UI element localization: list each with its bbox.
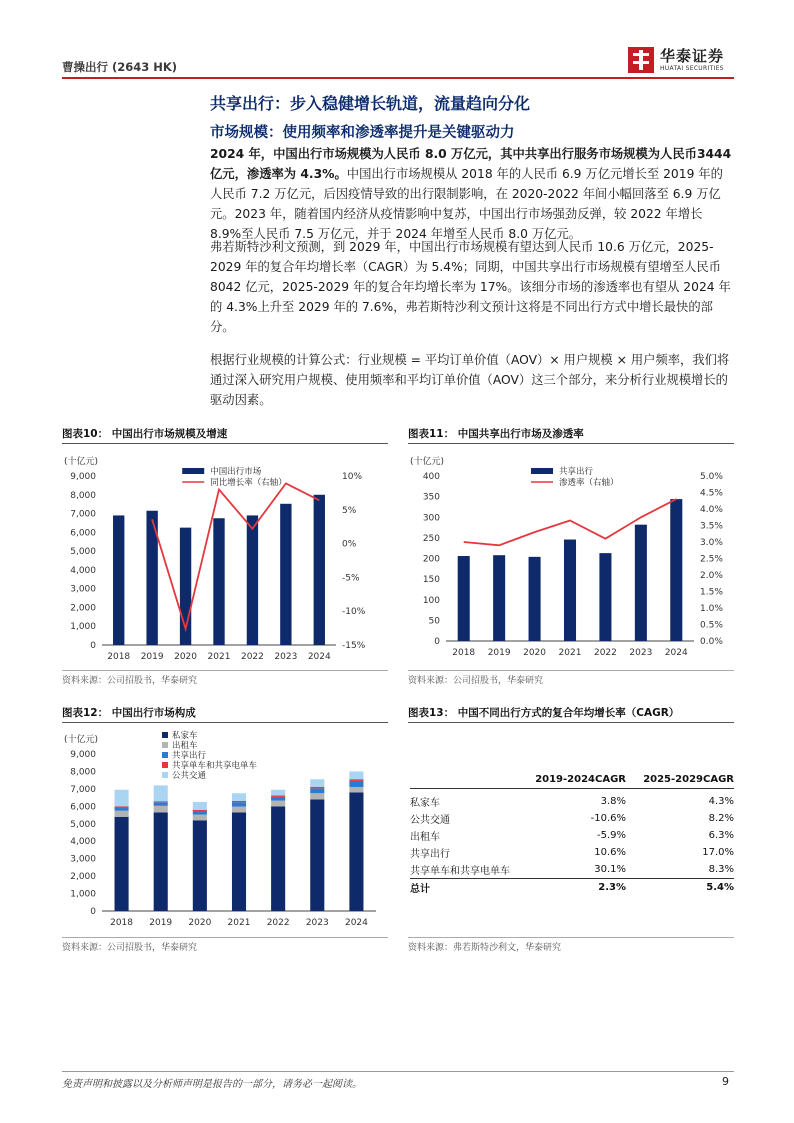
y2-tick-label: -5% bbox=[342, 573, 360, 584]
legend-line-label: 同比增长率（右轴） bbox=[210, 478, 287, 488]
x-tick-label: 2021 bbox=[558, 648, 582, 658]
x-tick-label: 2023 bbox=[305, 918, 329, 928]
legend-label: 公共交通 bbox=[172, 771, 207, 781]
y-axis-unit: (十亿元) bbox=[64, 457, 99, 467]
table-cell: 私家车 bbox=[410, 798, 440, 809]
bar-2024 bbox=[670, 499, 682, 641]
table-cell: 公共交通 bbox=[410, 815, 450, 826]
x-tick-label: 2022 bbox=[266, 918, 290, 928]
x-tick-label: 2020 bbox=[174, 652, 198, 662]
x-tick-label: 2022 bbox=[240, 652, 264, 662]
y-tick-label: 0 bbox=[90, 641, 96, 651]
y2-tick-label: 4.5% bbox=[700, 488, 723, 499]
section-subtitle: 市场规模：使用频率和渗透率提升是关键驱动力 bbox=[210, 125, 515, 141]
stack-seg-2020-4 bbox=[193, 802, 207, 810]
paragraph-1-bold: 2024 年，中国出行市场规模为人民币 8.0 万亿元，其中共享出行服务市场规模为人民币3444 亿元，渗透率为 4.3%。 bbox=[210, 147, 732, 181]
y-tick-label: 3,000 bbox=[70, 854, 96, 865]
table-cell: 4.3% bbox=[708, 796, 734, 807]
table-row bbox=[410, 827, 734, 844]
y2-tick-label: 1.0% bbox=[700, 604, 723, 614]
y-tick-label: 2,000 bbox=[70, 872, 96, 883]
x-tick-label: 2021 bbox=[227, 918, 251, 928]
legend-label: 私家车 bbox=[172, 731, 198, 741]
fig12-chart bbox=[62, 726, 388, 934]
y2-tick-label: 5.0% bbox=[700, 472, 723, 482]
stack-seg-2023-3 bbox=[310, 787, 324, 789]
stack-seg-2024-2 bbox=[349, 781, 363, 787]
footer-disclaimer: 免责声明和披露以及分析师声明是报告的一部分，请务必一起阅读。 bbox=[62, 1079, 362, 1090]
y-tick-label: 9,000 bbox=[70, 472, 96, 482]
logo-text-en: HUATAI SECURITIES bbox=[660, 65, 724, 72]
stack-seg-2018-0 bbox=[115, 817, 129, 911]
y-tick-label: 9,000 bbox=[70, 750, 96, 760]
table-cell: -10.6% bbox=[590, 813, 626, 824]
page-number: 9 bbox=[722, 1075, 729, 1088]
stack-seg-2024-0 bbox=[349, 792, 363, 911]
y2-tick-label: 5% bbox=[342, 505, 357, 516]
stack-seg-2021-3 bbox=[232, 801, 246, 802]
y-tick-label: 250 bbox=[422, 533, 440, 544]
bar-2023 bbox=[280, 504, 291, 645]
legend-line-label: 渗透率（右轴） bbox=[559, 478, 619, 488]
y2-tick-label: 10% bbox=[342, 472, 363, 482]
table-cell: -5.9% bbox=[596, 830, 626, 841]
legend-bar-swatch bbox=[182, 468, 204, 474]
table-row bbox=[410, 810, 734, 827]
table-row bbox=[410, 844, 734, 861]
y2-tick-label: 1.5% bbox=[700, 587, 723, 598]
y-tick-label: 5,000 bbox=[70, 819, 96, 830]
y-tick-label: 300 bbox=[422, 513, 440, 524]
legend-bar-swatch bbox=[531, 468, 553, 474]
header-rule bbox=[62, 77, 734, 79]
table-cell: 17.0% bbox=[702, 847, 734, 858]
bar-2019 bbox=[493, 555, 505, 641]
table-header-cell: 2025-2029CAGR bbox=[626, 771, 734, 789]
stack-seg-2019-0 bbox=[154, 812, 168, 911]
table-cell: 总计 bbox=[410, 879, 518, 897]
stack-seg-2019-2 bbox=[154, 802, 168, 806]
stack-seg-2023-0 bbox=[310, 799, 324, 911]
x-tick-label: 2020 bbox=[523, 648, 547, 658]
y2-tick-label: -15% bbox=[342, 641, 366, 651]
y-tick-label: 6,000 bbox=[70, 528, 96, 539]
table-cell: 3.8% bbox=[600, 796, 626, 807]
stack-seg-2022-3 bbox=[271, 796, 285, 797]
stack-seg-2020-2 bbox=[193, 811, 207, 814]
paragraph-1 bbox=[210, 144, 734, 244]
section-title: 共享出行：步入稳健增长轨道，流量趋向分化 bbox=[210, 94, 531, 113]
table-header-cell: 2019-2024CAGR bbox=[518, 771, 626, 789]
table-cell: 8.3% bbox=[708, 864, 734, 875]
fig11-source: 资料来源：公司招股书，华泰研究 bbox=[408, 676, 544, 686]
fig13-title-rule bbox=[408, 722, 734, 723]
y-tick-label: 2,000 bbox=[70, 603, 96, 614]
y-tick-label: 50 bbox=[428, 616, 440, 627]
y-tick-label: 150 bbox=[422, 575, 440, 586]
y-tick-label: 4,000 bbox=[70, 837, 96, 848]
fig12-title-rule bbox=[62, 722, 388, 723]
x-tick-label: 2024 bbox=[344, 918, 368, 928]
fig11-title: 图表11： 中国共享出行市场及渗透率 bbox=[408, 428, 584, 440]
table-header-cell bbox=[410, 771, 518, 789]
stack-seg-2021-0 bbox=[232, 812, 246, 911]
fig11-source-rule bbox=[408, 670, 734, 671]
legend-swatch bbox=[162, 732, 168, 738]
stack-seg-2024-3 bbox=[349, 779, 363, 781]
footer-rule bbox=[62, 1071, 734, 1072]
legend-label: 共享出行 bbox=[172, 751, 207, 761]
table-row bbox=[410, 861, 734, 879]
bar-2022 bbox=[247, 515, 258, 645]
y-tick-label: 7,000 bbox=[70, 509, 96, 520]
x-tick-label: 2024 bbox=[307, 652, 331, 662]
stack-seg-2018-2 bbox=[115, 807, 129, 811]
table-cell: 出租车 bbox=[410, 832, 440, 843]
stack-seg-2024-1 bbox=[349, 787, 363, 792]
stack-seg-2018-4 bbox=[115, 790, 129, 807]
x-tick-label: 2023 bbox=[274, 652, 298, 662]
legend-swatch bbox=[162, 772, 168, 778]
y-tick-label: 350 bbox=[422, 492, 440, 503]
legend-label: 共享单车和共享电单车 bbox=[172, 761, 258, 771]
y-tick-label: 6,000 bbox=[70, 802, 96, 813]
y-tick-label: 100 bbox=[422, 595, 440, 606]
y2-tick-label: -10% bbox=[342, 607, 366, 618]
legend-swatch bbox=[162, 762, 168, 768]
bar-2021 bbox=[564, 540, 576, 641]
y-tick-label: 4,000 bbox=[70, 565, 96, 576]
table-cell: 6.3% bbox=[708, 830, 734, 841]
fig12-title: 图表12： 中国出行市场构成 bbox=[62, 707, 196, 719]
fig10-title: 图表10： 中国出行市场规模及增速 bbox=[62, 428, 228, 440]
y-tick-label: 8,000 bbox=[70, 767, 96, 778]
x-tick-label: 2022 bbox=[593, 648, 617, 658]
x-tick-label: 2020 bbox=[188, 918, 212, 928]
stack-seg-2019-1 bbox=[154, 806, 168, 813]
y-tick-label: 0 bbox=[90, 907, 96, 917]
y2-tick-label: 2.0% bbox=[700, 571, 723, 581]
y-axis-unit: (十亿元) bbox=[64, 735, 99, 745]
fig13-cagr-table bbox=[410, 771, 734, 896]
y-tick-label: 200 bbox=[422, 554, 440, 565]
paragraph-1-rest: 中国出行市场规模从 2018 年的人民币 6.9 万亿元增长至 2019 年的人民币 7.2 万亿元，后因疫情导致的出行限制影响，在 2020-2022 年间小幅回落至 6.9 万亿元。2023 年，随着国内经济从疫情影响中复苏，中国出行市场强劲反弹，较 2022 年增长 8.9%至人民币 7.5 万亿元，并于 2024 年增至人民币 8.0 万亿元。 bbox=[210, 167, 723, 241]
paragraph-3: 根据行业规模的计算公式：行业规模 = 平均订单价值（AOV）× 用户规模 × 用户频率，我们将通过深入研究用户规模、使用频率和平均订单价值（AOV）这三个部分，来分析行业规模增长的驱动因素。 bbox=[210, 353, 730, 407]
y-tick-label: 3,000 bbox=[70, 584, 96, 595]
stack-seg-2023-4 bbox=[310, 779, 324, 787]
fig10-chart bbox=[62, 446, 388, 668]
y2-tick-label: 0.0% bbox=[700, 637, 723, 647]
x-tick-label: 2019 bbox=[487, 648, 511, 658]
stack-seg-2019-4 bbox=[154, 785, 168, 801]
stack-seg-2022-2 bbox=[271, 797, 285, 801]
y-tick-label: 1,000 bbox=[70, 889, 96, 900]
stack-seg-2023-1 bbox=[310, 793, 324, 799]
bar-2020 bbox=[529, 557, 541, 641]
stack-seg-2023-2 bbox=[310, 788, 324, 793]
stack-seg-2022-0 bbox=[271, 806, 285, 911]
fig13-source-rule bbox=[408, 937, 734, 938]
huatai-logo bbox=[628, 45, 736, 75]
x-tick-label: 2024 bbox=[664, 648, 688, 658]
stack-seg-2021-1 bbox=[232, 807, 246, 813]
stack-seg-2022-4 bbox=[271, 790, 285, 796]
x-tick-label: 2018 bbox=[452, 648, 476, 658]
stack-seg-2020-0 bbox=[193, 820, 207, 911]
legend-bar-label: 中国出行市场 bbox=[210, 467, 262, 477]
bar-2023 bbox=[635, 525, 647, 641]
stack-seg-2018-3 bbox=[115, 806, 129, 807]
bar-2022 bbox=[599, 553, 611, 641]
y2-tick-label: 4.0% bbox=[700, 505, 723, 515]
table-cell: 8.2% bbox=[708, 813, 734, 824]
y2-tick-label: 3.0% bbox=[700, 538, 723, 548]
fig13-title: 图表13： 中国不同出行方式的复合年均增长率（CAGR） bbox=[408, 707, 680, 719]
bar-2021 bbox=[213, 518, 224, 645]
table-row bbox=[410, 789, 734, 811]
fig12-source-rule bbox=[62, 937, 388, 938]
fig10-source-rule bbox=[62, 670, 388, 671]
legend-swatch bbox=[162, 742, 168, 748]
stack-seg-2020-3 bbox=[193, 810, 207, 811]
legend-label: 出租车 bbox=[172, 741, 198, 751]
y-tick-label: 0 bbox=[434, 637, 440, 647]
y2-tick-label: 2.5% bbox=[700, 554, 723, 565]
stack-seg-2021-2 bbox=[232, 802, 246, 806]
paragraph-2: 弗若斯特沙利文预测，到 2029 年，中国出行市场规模有望达到人民币 10.6 万亿元，2025-2029 年的复合年均增长率（CAGR）为 5.4%；同期，中国共享出行市场规模有望增至人民币 8042 亿元，2025-2029 年的复合年均增长率为 17%。该细分市场的渗透率也有望从 2024 年的 4.3%上升至 2029 年的 7.6%，弗若斯特沙利文预计这将是不同出行方式中增长最快的部分。 bbox=[210, 240, 731, 334]
x-tick-label: 2023 bbox=[629, 648, 653, 658]
report-header-company: 曹操出行 (2643 HK) bbox=[62, 60, 178, 74]
huatai-logo-icon bbox=[628, 47, 654, 73]
table-cell: 10.6% bbox=[594, 847, 626, 858]
table-cell: 5.4% bbox=[626, 879, 734, 897]
table-header-row bbox=[410, 771, 734, 789]
y-tick-label: 8,000 bbox=[70, 490, 96, 501]
bar-2024 bbox=[314, 495, 325, 645]
y2-tick-label: 0.5% bbox=[700, 620, 723, 631]
stack-seg-2018-1 bbox=[115, 811, 129, 817]
legend-swatch bbox=[162, 752, 168, 758]
stack-seg-2024-4 bbox=[349, 771, 363, 779]
fig10-source: 资料来源：公司招股书，华泰研究 bbox=[62, 676, 198, 686]
y2-tick-label: 0% bbox=[342, 539, 357, 550]
y2-tick-label: 3.5% bbox=[700, 521, 723, 532]
fig11-chart bbox=[408, 446, 734, 668]
fig11-title-rule bbox=[408, 443, 734, 444]
stack-seg-2022-1 bbox=[271, 801, 285, 807]
x-tick-label: 2021 bbox=[207, 652, 231, 662]
table-cell: 30.1% bbox=[594, 864, 626, 875]
x-tick-label: 2018 bbox=[107, 652, 131, 662]
legend-bar-label: 共享出行 bbox=[559, 467, 594, 477]
table-cell: 共享单车和共享电单车 bbox=[410, 866, 510, 877]
table-row bbox=[410, 879, 734, 897]
fig12-source: 资料来源：公司招股书，华泰研究 bbox=[62, 943, 198, 953]
y-tick-label: 5,000 bbox=[70, 547, 96, 558]
stack-seg-2021-4 bbox=[232, 793, 246, 801]
y-tick-label: 400 bbox=[422, 472, 440, 482]
stack-seg-2019-3 bbox=[154, 801, 168, 802]
logo-text-cn: 华泰证券 bbox=[660, 47, 725, 65]
table-cell: 2.3% bbox=[518, 879, 626, 897]
x-tick-label: 2019 bbox=[140, 652, 164, 662]
y-tick-label: 1,000 bbox=[70, 622, 96, 633]
bar-2018 bbox=[458, 556, 470, 641]
x-tick-label: 2019 bbox=[149, 918, 173, 928]
line-series-fig10 bbox=[152, 483, 319, 628]
stack-seg-2020-1 bbox=[193, 815, 207, 821]
fig10-title-rule bbox=[62, 443, 388, 444]
table-cell: 共享出行 bbox=[410, 849, 450, 860]
y-tick-label: 7,000 bbox=[70, 784, 96, 795]
y-axis-unit: (十亿元) bbox=[410, 457, 445, 467]
fig13-source: 资料来源：弗若斯特沙利文，华泰研究 bbox=[408, 943, 562, 953]
x-tick-label: 2018 bbox=[110, 918, 134, 928]
bar-2018 bbox=[113, 515, 124, 645]
